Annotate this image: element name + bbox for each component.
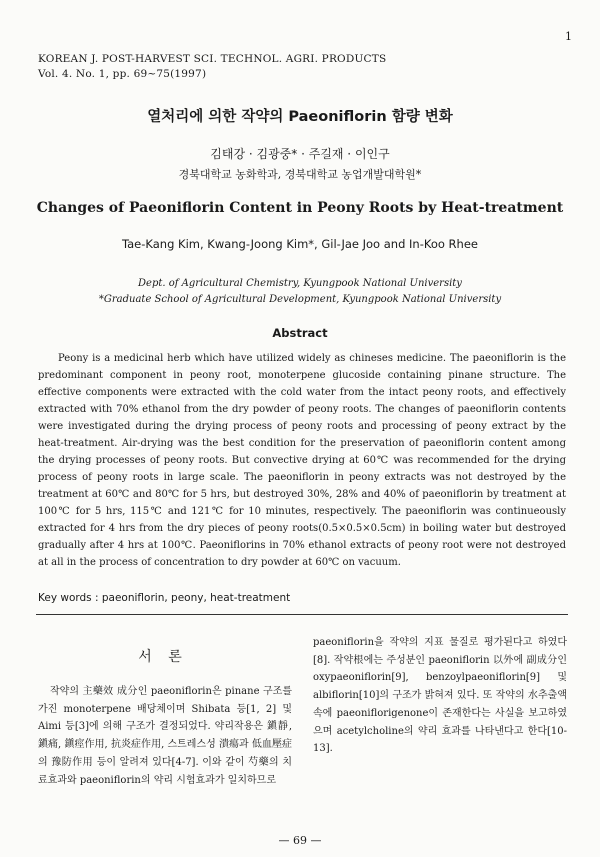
section-heading-introduction: 서 론 (138, 649, 188, 665)
title-english: Changes of Paeoniflorin Content in Peony Roots by Heat-treatment (36, 200, 564, 216)
body-column-left (38, 683, 292, 789)
keywords: Key words : paeoniflorin, peony, heat-treatment (38, 592, 291, 604)
body-text-left: 작약의 主藥效 成分인 paeoniflorin은 pinane 구조를 가진 monoterpene 배당체이며 Shibata 등[1, 2] 및 Aimi 등[3]에 의해 구조가 결정되었다. 약리작용은 鎭靜, 鎭痛, 鎭痙作用, 抗炎症作用, 스트레스성 潰瘍과 低血壓症의 豫防作用 등이 알려져 있다[4-7]. 이와 같이 芍藥의 치료효과와 paeoniflorin의 약리 시험효과가 일치하므로 (38, 686, 292, 786)
body-text-right: paeoniflorin을 작약의 지표 물질로 평가된다고 하였다[8]. 작약根에는 주성분인 paeoniflorin 以外에 副成分인 oxypaeoniflorin[9], benzoylpaeoniflorin[9] 및 albiflorin[10]의 구조가 밝혀져 있다. 또 작약의 水추출액 속에 paeoniflorigenone이 존재한다는 사실을 보고하였으며 acetylcholine의 약리 효과를 나타낸다고 한다[10-13]. (313, 637, 567, 755)
abstract-text: Peony is a medicinal herb which have utilized widely as chineses medicine. The paeoniflorin is the predominant component in peony root, monoterpene glucoside containing pinane structure. The effective components were extracted with the cold water from the intact peony roots, and effectively extracted with 70% ethanol from the dry powder of peony roots. The changes of paeoniflorin contents were investigated during the drying process of peony roots and processing of peony extract by the heat-treatment. Air-drying was the best condition for the preservation of paeoniflorin content among the drying processes of peony roots. But convective drying at 60℃ was recommended for the drying process of peony roots in large scale. The paeoniflorin in peony extracts was not destroyed by the treatment at 60℃ and 80℃ for 5 hrs, but destroyed 30%, 28% and 40% of paeoniflorin by treatment at 100℃ for 5 hrs, 115℃ and 121℃ for 10 minutes, respectively. The paeoniflorin was continueously extracted for 4 hrs from the dry pieces of peony roots(0.5×0.5×0.5cm) in boiling water but destroyed gradually after 4 hrs at 100℃. Paeoniflorins in 70% ethanol extracts of peony root were not destroyed at all in the process of concentration to dry powder at 60℃ on vacuum. (38, 353, 566, 568)
page-number: 1 (565, 30, 572, 43)
divider (36, 614, 568, 615)
authors-english: Tae-Kang Kim, Kwang-Joong Kim*, Gil-Jae Joo and In-Koo Rhee (122, 237, 478, 251)
journal-header (38, 52, 386, 82)
authors-korean: 김태강 · 김광중* · 주길재 · 이인구 (210, 147, 390, 161)
abstract-body (38, 350, 566, 571)
journal-volume: Vol. 4. No. 1, pp. 69~75(1997) (38, 68, 207, 80)
page-footer-number: — 69 — (278, 834, 322, 847)
abstract-heading: Abstract (272, 326, 328, 340)
title-korean: 열처리에 의한 작약의 Paeoniflorin 함량 변화 (147, 109, 453, 125)
affiliation-line-1: Dept. of Agricultural Chemistry, Kyungpook National University (138, 278, 462, 289)
affiliation-line-2: *Graduate School of Agricultural Development, Kyungpook National University (98, 294, 502, 305)
affiliation-english (0, 276, 600, 308)
affiliation-korean: 경북대학교 농화학과, 경북대학교 농업개발대학원* (178, 168, 422, 181)
body-column-right (313, 634, 567, 758)
journal-name: KOREAN J. POST-HARVEST SCI. TECHNOL. AGRI. PRODUCTS (38, 53, 387, 65)
